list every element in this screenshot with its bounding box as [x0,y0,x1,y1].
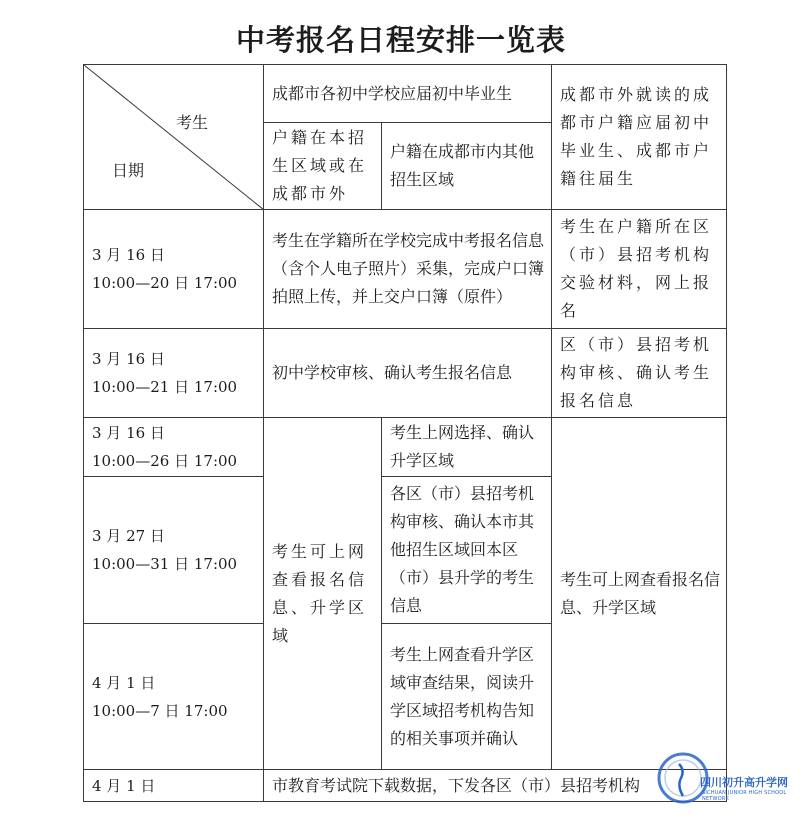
other-region-step-cell: 各区（市）县招考机构审核、确认本市其他招生区域回本区（市）县升学的考生信息 [382,477,552,624]
date-cell: 3 月 16 日 10:00—20 日 17:00 [84,210,264,329]
other-region-step-cell: 考生上网选择、确认升学区域 [382,418,552,477]
page-title: 中考报名日程安排一览表 [235,23,566,57]
header-local-students: 成都市各初中学校应届初中毕业生 [264,65,552,123]
date-cell: 3 月 16 日 10:00—21 日 17:00 [84,329,264,418]
diagonal-header-cell [84,65,264,210]
outside-step-cell: 考生在户籍所在区（市）县招考机构交验材料，网上报名 [552,210,727,329]
local-step-cell: 考生在学籍所在学校完成中考报名信息（含个人电子照片）采集，完成户口簿拍照上传，并上交户口簿（原件） [264,210,552,329]
table-row [84,329,727,418]
merged-view-info-cell: 考生可上网查看报名信息、升学区域 [264,418,382,770]
local-step-cell: 初中学校审核、确认考生报名信息 [264,329,552,418]
table-row [84,210,727,329]
header-date-label: 日期 [112,161,145,180]
table-row [84,770,727,802]
date-cell: 4 月 1 日 [84,770,264,802]
logo-tagline: SICHUAN JUNIOR HIGH SCHOOL NETWORK [702,790,787,802]
logo-name: 四川初升高升学网 [700,776,788,789]
header-outside-students: 成都市外就读的成都市户籍应届初中毕业生、成都市户籍往届生 [552,65,727,210]
table-row [84,418,727,477]
date-cell: 3 月 16 日 10:00—26 日 17:00 [84,418,264,477]
other-region-step-cell: 考生上网查看升学区域审查结果，阅读升学区域招考机构告知的相关事项并确认 [382,624,552,770]
data-download-step-cell: 市教育考试院下载数据，下发各区（市）县招考机构 [264,770,727,802]
diagonal-line [84,65,264,210]
date-cell: 3 月 27 日 10:00—31 日 17:00 [84,477,264,624]
header-sub-other-region: 户籍在成都市内其他招生区域 [382,123,552,210]
header-student-label: 考生 [176,113,209,132]
outside-step-cell: 区（市）县招考机构审核、确认考生报名信息 [552,329,727,418]
header-sub-local-hukou: 户籍在本招生区域或在成都市外 [264,123,382,210]
schedule-table [83,64,727,802]
outside-view-info-cell: 考生可上网查看报名信息、升学区域 [552,418,727,770]
date-cell: 4 月 1 日 10:00—7 日 17:00 [84,624,264,770]
